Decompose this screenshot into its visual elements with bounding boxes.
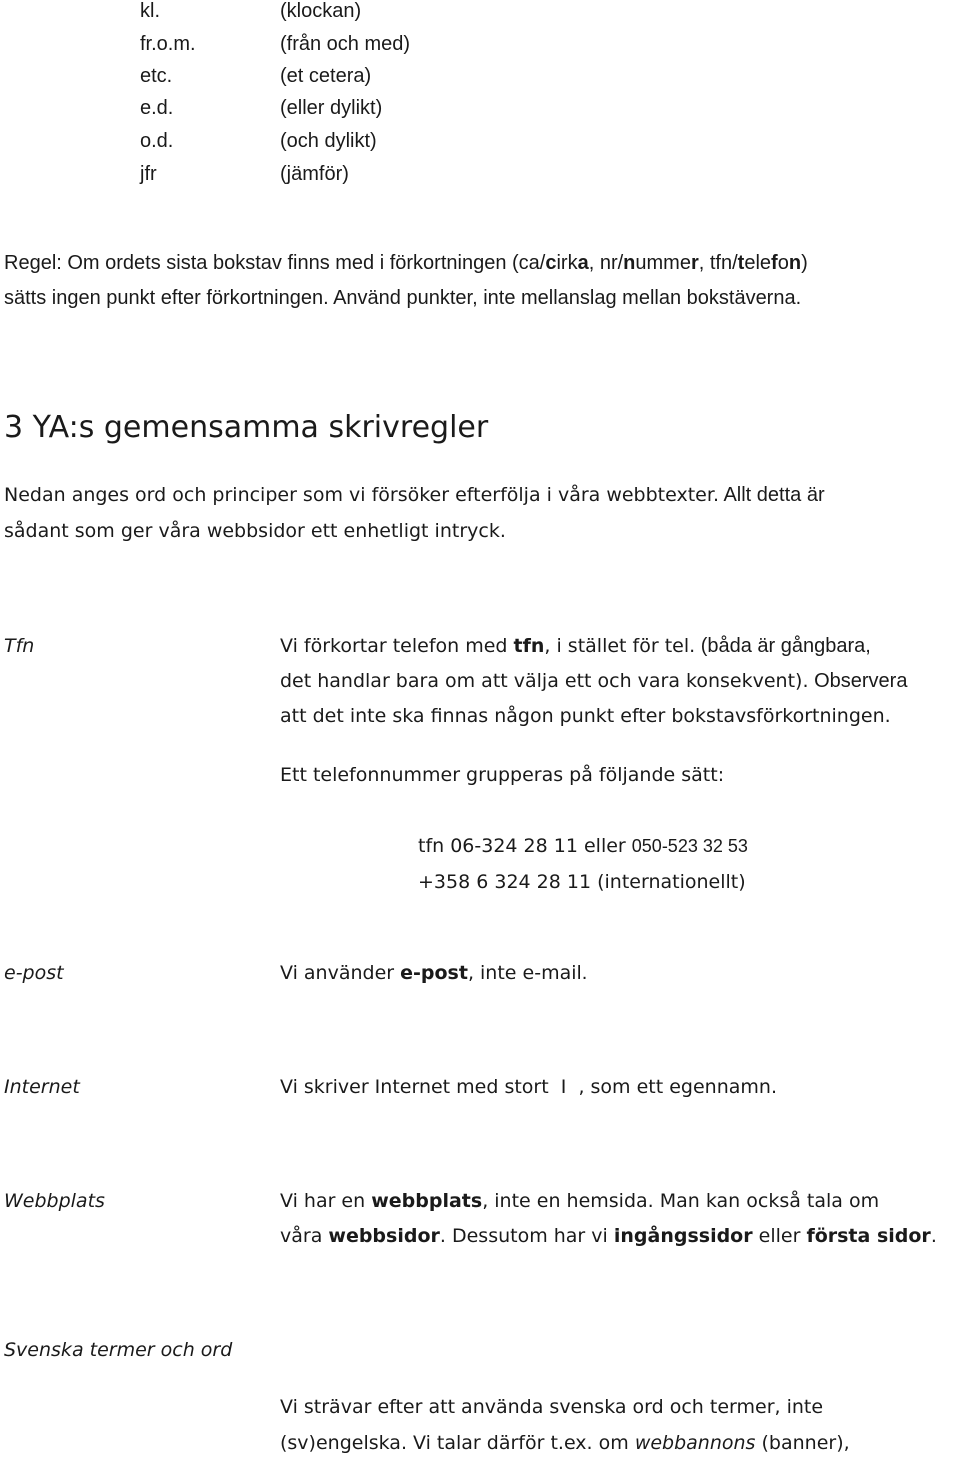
section-heading: 3 YA:s gemensamma skrivregler <box>4 410 489 445</box>
abbr-term: etc. <box>140 65 173 87</box>
svenska-line-1: Vi strävar efter att använda svenska ord och termer, inte <box>280 1396 824 1418</box>
term-tfn: Tfn <box>4 635 35 657</box>
tfn-example-2: +358 6 324 28 11 (internationellt) <box>418 871 746 893</box>
abbr-term: o.d. <box>140 130 174 152</box>
section-intro-line-1: Nedan anges ord och principer som vi försöker efterfölja i våra webbtexter. Allt detta är <box>4 484 825 506</box>
abbr-meaning: (från och med) <box>280 33 411 55</box>
tfn-line-3: att det inte ska finnas någon punkt efter bokstavsförkortningen. <box>280 705 891 727</box>
rule-line-2: sätts ingen punkt efter förkortningen. Använd punkter, inte mellanslag mellan bokstäverna. <box>4 287 802 309</box>
abbr-term: fr.o.m. <box>140 33 196 55</box>
tfn-example-1: tfn 06-324 28 11 eller 050-523 32 53 <box>418 835 748 857</box>
internet-text: Vi skriver Internet med stort I , som ett egennamn. <box>280 1076 777 1098</box>
abbr-meaning: (och dylikt) <box>280 130 377 152</box>
term-webbplats: Webbplats <box>4 1190 105 1212</box>
term-svenska: Svenska termer och ord <box>4 1339 233 1361</box>
tfn-line-4: Ett telefonnummer grupperas på följande sätt: <box>280 764 725 786</box>
section-intro-line-2: sådant som ger våra webbsidor ett enhetligt intryck. <box>4 520 506 542</box>
svenska-line-2: (sv)engelska. Vi talar därför t.ex. om webbannons (banner), <box>280 1432 850 1454</box>
abbr-meaning: (jämför) <box>280 163 349 185</box>
webbplats-line-1: Vi har en webbplats, inte en hemsida. Man kan också tala om <box>280 1190 880 1212</box>
abbr-meaning: (klockan) <box>280 0 362 22</box>
term-epost: e-post <box>4 962 64 984</box>
webbplats-line-2: våra webbsidor. Dessutom har vi ingångssidor eller första sidor. <box>280 1225 937 1247</box>
tfn-line-2: det handlar bara om att välja ett och vara konsekvent). Observera <box>280 670 908 692</box>
epost-text: Vi använder e-post, inte e-mail. <box>280 962 588 984</box>
abbr-meaning: (et cetera) <box>280 65 372 87</box>
rule-line-1: Regel: Om ordets sista bokstav finns med i förkortningen (ca/cirka, nr/nummer, tfn/telefon) <box>4 252 808 274</box>
abbr-term: kl. <box>140 0 160 22</box>
tfn-line-1: Vi förkortar telefon med tfn, i stället för tel. (båda är gångbara, <box>280 635 871 657</box>
abbr-term: e.d. <box>140 97 174 119</box>
abbr-meaning: (eller dylikt) <box>280 97 383 119</box>
term-internet: Internet <box>4 1076 80 1098</box>
abbr-term: jfr <box>140 163 157 185</box>
